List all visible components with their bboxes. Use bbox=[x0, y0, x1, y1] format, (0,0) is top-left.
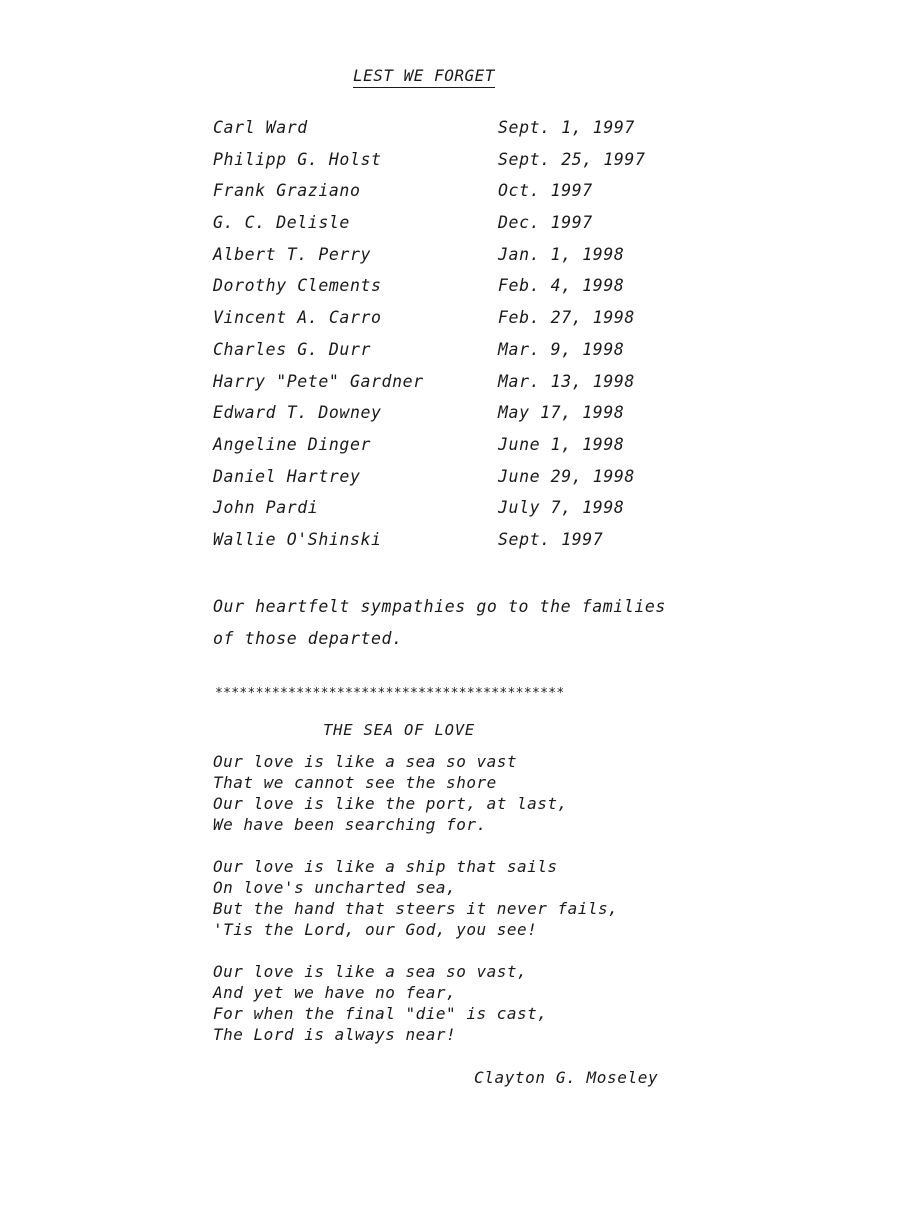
poem-title: THE SEA OF LOVE bbox=[323, 721, 475, 739]
list-item bbox=[213, 338, 673, 370]
memorial-date: Feb. 4, 1998 bbox=[498, 276, 625, 296]
poem-line: And yet we have no fear, bbox=[213, 983, 457, 1002]
list-item bbox=[213, 528, 673, 560]
memorial-date: June 1, 1998 bbox=[498, 434, 625, 454]
memorial-date: Mar. 9, 1998 bbox=[498, 339, 625, 359]
memorial-name: Albert T. Perry bbox=[213, 244, 372, 264]
memorial-name: Angeline Dinger bbox=[213, 434, 372, 454]
list-item bbox=[213, 370, 673, 402]
separator: ******************************************* bbox=[215, 686, 565, 701]
list-item bbox=[213, 306, 673, 338]
memorial-date: Sept. 25, 1997 bbox=[498, 149, 646, 169]
memorial-date: Oct. 1997 bbox=[498, 181, 593, 201]
sympathy-line: Our heartfelt sympathies go to the families bbox=[213, 597, 666, 616]
memorial-date: Sept. 1, 1997 bbox=[498, 118, 635, 137]
memorial-name: Vincent A. Carro bbox=[213, 308, 382, 328]
poem-line: We have been searching for. bbox=[213, 815, 487, 834]
sympathy-line: of those departed. bbox=[213, 629, 403, 648]
memorial-name: Dorothy Clements bbox=[213, 276, 382, 296]
list-item bbox=[213, 433, 673, 465]
poem-line: Our love is like the port, at last, bbox=[213, 794, 568, 813]
list-item bbox=[213, 179, 673, 211]
poem-stanza bbox=[213, 961, 713, 1045]
poem-line: On love's uncharted sea, bbox=[213, 878, 457, 897]
memorial-date: Dec. 1997 bbox=[498, 213, 593, 233]
memorial-date: Sept. 1997 bbox=[498, 529, 604, 549]
list-item bbox=[213, 465, 673, 497]
memorial-name: Philipp G. Holst bbox=[213, 149, 382, 169]
memorial-date: May 17, 1998 bbox=[498, 403, 625, 423]
poem-line: 'Tis the Lord, our God, you see! bbox=[213, 920, 538, 939]
memorial-name: Daniel Hartrey bbox=[213, 466, 361, 486]
list-item bbox=[213, 496, 673, 528]
poem-line: But the hand that steers it never fails, bbox=[213, 899, 619, 918]
memorial-name: John Pardi bbox=[213, 498, 319, 518]
memorial-name: Charles G. Durr bbox=[213, 339, 372, 359]
poem-stanza bbox=[213, 751, 713, 835]
list-item bbox=[213, 274, 673, 306]
poem-line: Our love is like a sea so vast bbox=[213, 752, 517, 771]
list-item bbox=[213, 116, 673, 148]
memorial-date: Feb. 27, 1998 bbox=[498, 308, 635, 328]
poem-line: That we cannot see the shore bbox=[213, 773, 497, 792]
list-item bbox=[213, 211, 673, 243]
list-item bbox=[213, 243, 673, 275]
memorial-date: June 29, 1998 bbox=[498, 466, 635, 486]
sympathy-message bbox=[213, 591, 733, 655]
poem-line: For when the final "die" is cast, bbox=[213, 1004, 548, 1023]
poem-line: The Lord is always near! bbox=[213, 1025, 457, 1044]
list-item bbox=[213, 148, 673, 180]
memorial-name: Edward T. Downey bbox=[213, 403, 382, 423]
page-title: LEST WE FORGET bbox=[353, 66, 495, 88]
list-item bbox=[213, 401, 673, 433]
memorial-date: July 7, 1998 bbox=[498, 498, 625, 518]
memorial-name: Frank Graziano bbox=[213, 181, 361, 201]
poem-stanza bbox=[213, 856, 713, 940]
memorial-name: Carl Ward bbox=[213, 118, 308, 137]
memorial-name: G. C. Delisle bbox=[213, 213, 350, 233]
memorial-name: Harry "Pete" Gardner bbox=[213, 371, 424, 391]
memorial-name: Wallie O'Shinski bbox=[213, 529, 382, 549]
memorial-date: Mar. 13, 1998 bbox=[498, 371, 635, 391]
memorial-date: Jan. 1, 1998 bbox=[498, 244, 625, 264]
poem-author: Clayton G. Moseley bbox=[474, 1068, 659, 1087]
memorial-list bbox=[213, 116, 673, 560]
poem-line: Our love is like a ship that sails bbox=[213, 857, 558, 876]
poem-line: Our love is like a sea so vast, bbox=[213, 962, 528, 981]
poem-body bbox=[213, 751, 713, 1066]
